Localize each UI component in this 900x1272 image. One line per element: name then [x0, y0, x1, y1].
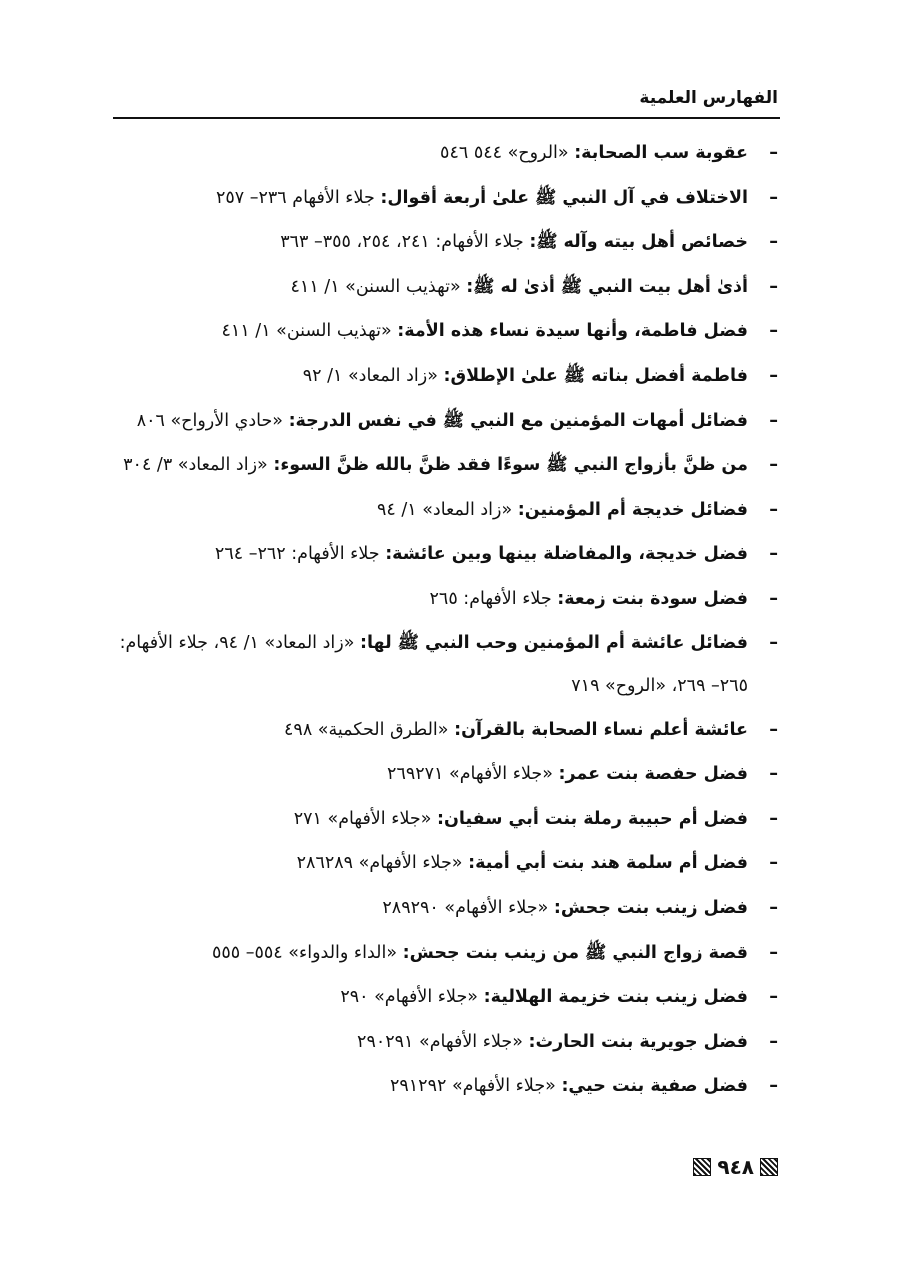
entry-reference: «تهذيب السنن» ١/ ٤١١ [221, 321, 392, 342]
entry-reference: «جلاء الأفهام» ٢٧١ [293, 808, 432, 829]
index-entry [96, 975, 778, 1020]
entry-reference: جلاء الأفهام: ٢٤١، ٢٥٤، ٣٥٥– ٣٦٣ [280, 232, 524, 253]
entry-title: عائشة أعلم نساء الصحابة بالقرآن: [454, 719, 748, 740]
entry-reference: جلاء الأفهام: ٢٦٢– ٢٦٤ [214, 544, 380, 565]
entry-title: فضائل أمهات المؤمنين مع النبي ﷺ في نفس الدرجة: [288, 410, 748, 431]
header-rule [113, 117, 780, 119]
entry-dash: – [769, 365, 778, 386]
entry-reference: «زاد المعاد» ١/ ٩٢ [302, 365, 438, 386]
entry-dash: – [769, 455, 778, 476]
entry-title: عقوبة سب الصحابة: [574, 143, 748, 163]
entry-title: فضل جويرية بنت الحارث: [528, 1031, 748, 1052]
entry-reference: «الداء والدواء» ٥٥٤– ٥٥٥ [211, 942, 398, 963]
entry-reference: «الروح» ٥٤٤ ٥٤٦ [440, 143, 569, 163]
index-entry [96, 1064, 778, 1109]
index-entry [96, 1020, 778, 1065]
index-entry [96, 886, 778, 931]
entry-dash: – [769, 187, 778, 208]
entry-dash: – [769, 143, 778, 163]
entry-dash: – [769, 410, 778, 431]
entry-dash: – [769, 632, 778, 653]
index-entries-list [96, 131, 778, 1109]
entry-reference: «زاد المعاد» ٣/ ٣٠٤ [123, 455, 268, 476]
entry-title: فضل صفية بنت حيي: [561, 1076, 748, 1097]
ornament-icon [693, 1158, 711, 1176]
index-entry [96, 309, 778, 354]
page-number: ٩٤٨ [717, 1155, 754, 1179]
entry-dash: – [769, 1076, 778, 1097]
entry-title: أذىٰ أهل بيت النبي ﷺ أذىٰ له ﷺ: [466, 276, 748, 297]
entry-reference: «جلاء الأفهام» ٢٩١٢٩٢ [389, 1076, 556, 1097]
index-entry [96, 931, 778, 976]
index-entry [96, 265, 778, 310]
entry-reference: «زاد المعاد» ١/ ٩٤، جلاء الأفهام: ٢٦٥– ٢٦٩، «الروح» ٧١٩ [119, 632, 748, 696]
entry-reference: جلاء الأفهام ٢٣٦– ٢٥٧ [215, 187, 375, 208]
entry-reference: «جلاء الأفهام» ٢٩٠ [340, 987, 479, 1008]
entry-title: من ظنَّ بأزواج النبي ﷺ سوءًا فقد ظنَّ بالله ظنَّ السوء: [273, 455, 748, 476]
entry-title: فاطمة أفضل بناته ﷺ علىٰ الإطلاق: [443, 365, 748, 386]
entry-reference: «جلاء الأفهام» ٢٩٠٢٩١ [357, 1031, 523, 1052]
index-entry [96, 622, 778, 708]
entry-reference: «جلاء الأفهام» ٢٨٩٢٩٠ [382, 897, 549, 918]
index-entry [96, 532, 778, 577]
index-entry [96, 577, 778, 622]
entry-title: فضل سودة بنت زمعة: [557, 588, 748, 609]
entry-dash: – [769, 764, 778, 785]
entry-title: فضل فاطمة، وأنها سيدة نساء هذه الأمة: [397, 321, 748, 342]
entry-reference: جلاء الأفهام: ٢٦٥ [429, 588, 552, 609]
entry-dash: – [769, 942, 778, 963]
entry-dash: – [769, 1031, 778, 1052]
entry-title: خصائص أهل بيته وآله ﷺ: [529, 232, 748, 253]
entry-dash: – [769, 232, 778, 253]
page-number-footer [693, 1155, 778, 1179]
entry-title: الاختلاف في آل النبي ﷺ علىٰ أربعة أقوال: [380, 187, 748, 208]
entry-title: فضل أم حبيبة رملة بنت أبي سفيان: [437, 808, 748, 829]
entry-dash: – [769, 276, 778, 297]
entry-title: فضائل عائشة أم المؤمنين وحب النبي ﷺ لها: [359, 632, 748, 653]
index-entry [96, 443, 778, 488]
entry-title: فضل حفصة بنت عمر: [558, 764, 748, 785]
entry-dash: – [769, 499, 778, 520]
entry-dash: – [769, 897, 778, 918]
entry-reference: «زاد المعاد» ١/ ٩٤ [376, 499, 513, 520]
entry-title: فضل أم سلمة هند بنت أبي أمية: [468, 853, 748, 874]
index-entry [96, 752, 778, 797]
index-entry [96, 797, 778, 842]
entry-title: فضل خديجة، والمفاضلة بينها وبين عائشة: [385, 544, 748, 565]
index-entry [96, 399, 778, 444]
entry-dash: – [769, 987, 778, 1008]
entry-dash: – [769, 588, 778, 609]
entry-title: قصة زواج النبي ﷺ من زينب بنت جحش: [402, 942, 748, 963]
entry-reference: «جلاء الأفهام» ٢٨٦٢٨٩ [296, 853, 463, 874]
index-entry [96, 176, 778, 221]
entry-dash: – [769, 719, 778, 740]
entry-dash: – [769, 544, 778, 565]
entry-title: فضل زينب بنت خزيمة الهلالية: [483, 987, 748, 1008]
running-head: الفهارس العلمية [639, 88, 778, 108]
entry-dash: – [769, 853, 778, 874]
entry-dash: – [769, 321, 778, 342]
index-entry [96, 488, 778, 533]
ornament-icon [760, 1158, 778, 1176]
index-entry [96, 841, 778, 886]
index-entry [96, 220, 778, 265]
entry-reference: «تهذيب السنن» ١/ ٤١١ [290, 276, 461, 297]
index-entry [96, 131, 778, 176]
index-entry [96, 708, 778, 753]
entry-reference: «حادي الأرواح» ٨٠٦ [136, 410, 283, 431]
index-entry [96, 354, 778, 399]
entry-title: فضل زينب بنت جحش: [553, 897, 748, 918]
entry-title: فضائل خديجة أم المؤمنين: [517, 499, 748, 520]
entry-reference: «الطرق الحكمية» ٤٩٨ [284, 719, 449, 740]
entry-reference: «جلاء الأفهام» ٢٦٩٢٧١ [387, 764, 553, 785]
entry-dash: – [769, 808, 778, 829]
